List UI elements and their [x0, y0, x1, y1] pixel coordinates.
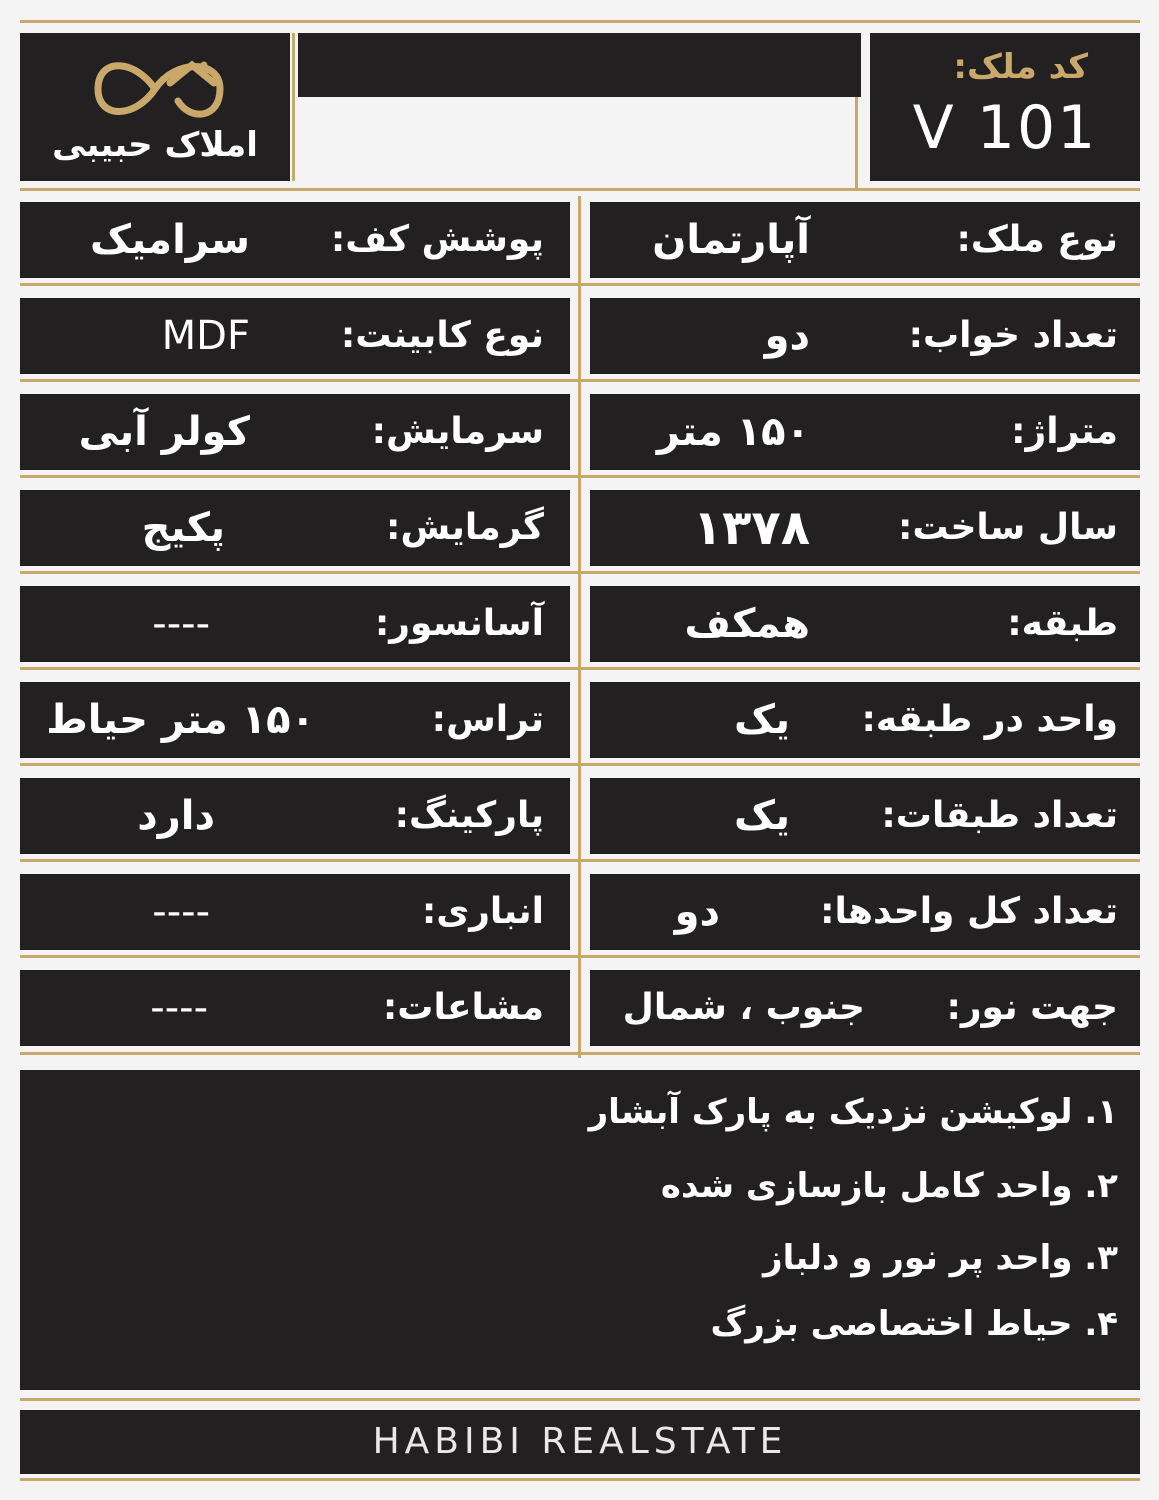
detail-label: تعداد طبقات: — [881, 795, 1118, 836]
detail-label: نوع کابینت: — [340, 315, 544, 356]
detail-value: یک — [734, 697, 790, 743]
detail-row — [590, 394, 1140, 470]
feature-item: ۴. حیاط اختصاصی بزرگ — [710, 1304, 1118, 1344]
detail-value: ۱۵۰ متر حیاط — [46, 697, 315, 743]
detail-row — [20, 490, 570, 566]
header-divider — [20, 188, 1140, 191]
detail-row — [20, 298, 570, 374]
detail-value: همکف — [684, 601, 810, 647]
code-value: V 101 — [912, 93, 1098, 163]
footer-bottom-divider — [20, 1478, 1140, 1481]
column-divider — [578, 196, 581, 1058]
detail-label: گرمایش: — [386, 507, 544, 548]
top-divider — [20, 20, 1140, 23]
detail-label: متراژ: — [1011, 411, 1118, 452]
center-divider — [855, 97, 858, 190]
detail-row — [20, 682, 570, 758]
detail-row — [20, 874, 570, 950]
detail-label: تراس: — [431, 699, 544, 740]
detail-row — [590, 490, 1140, 566]
detail-label: جهت نور: — [946, 987, 1118, 1028]
logo-box — [20, 33, 290, 181]
detail-value: کولر آبی — [78, 409, 250, 455]
detail-row — [590, 298, 1140, 374]
feature-item: ۳. واحد پر نور و دلباز — [763, 1238, 1118, 1278]
detail-value: دو — [764, 313, 810, 359]
detail-value: ---- — [152, 601, 210, 647]
detail-row — [590, 202, 1140, 278]
feature-item: ۱. لوکیشن نزدیک به پارک آبشار — [588, 1092, 1118, 1132]
detail-label: مشاعات: — [382, 987, 544, 1028]
detail-label: طبقه: — [1007, 603, 1118, 644]
detail-row — [590, 778, 1140, 854]
detail-value: یک — [734, 793, 790, 839]
detail-value: جنوب ، شمال — [622, 987, 865, 1028]
detail-label: سرمایش: — [371, 411, 544, 452]
detail-row — [590, 970, 1140, 1046]
detail-row — [590, 682, 1140, 758]
detail-label: سال ساخت: — [897, 507, 1118, 548]
brand-name: املاک حبیبی — [52, 125, 258, 165]
detail-label: واحد در طبقه: — [861, 699, 1118, 740]
detail-value: ---- — [152, 889, 210, 935]
detail-value: پکیج — [141, 505, 225, 551]
detail-row — [20, 778, 570, 854]
title-bar — [298, 33, 861, 97]
detail-label: انباری: — [421, 891, 544, 932]
detail-value: ۱۳۷۸ — [692, 500, 810, 556]
detail-value: آپارتمان — [652, 217, 810, 263]
feature-item: ۲. واحد کامل بازسازی شده — [660, 1166, 1118, 1206]
detail-label: آسانسور: — [374, 603, 544, 644]
property-code-box — [870, 33, 1140, 181]
logo-divider — [292, 33, 295, 181]
detail-row — [20, 202, 570, 278]
infinity-house-logo-icon — [20, 39, 290, 139]
features-panel — [20, 1070, 1140, 1390]
detail-value: سرامیک — [90, 217, 250, 263]
detail-value: ---- — [150, 985, 208, 1031]
detail-label: تعداد کل واحدها: — [820, 891, 1118, 932]
detail-row — [20, 586, 570, 662]
detail-row — [590, 874, 1140, 950]
detail-value: دو — [674, 889, 720, 935]
footer-top-divider — [20, 1398, 1140, 1401]
detail-value: MDF — [161, 313, 250, 359]
detail-label: نوع ملک: — [956, 219, 1118, 260]
detail-label: پوشش کف: — [330, 219, 544, 260]
detail-value: دارد — [137, 793, 215, 839]
footer-bar — [20, 1410, 1140, 1474]
detail-label: تعداد خواب: — [908, 315, 1118, 356]
footer-brand: HABIBI REALSTATE — [372, 1421, 788, 1462]
code-label: کد ملک: — [953, 47, 1088, 87]
detail-value: ۱۵۰ متر — [656, 409, 810, 455]
detail-row — [590, 586, 1140, 662]
detail-row — [20, 970, 570, 1046]
detail-label: پارکینگ: — [394, 795, 544, 836]
detail-row — [20, 394, 570, 470]
